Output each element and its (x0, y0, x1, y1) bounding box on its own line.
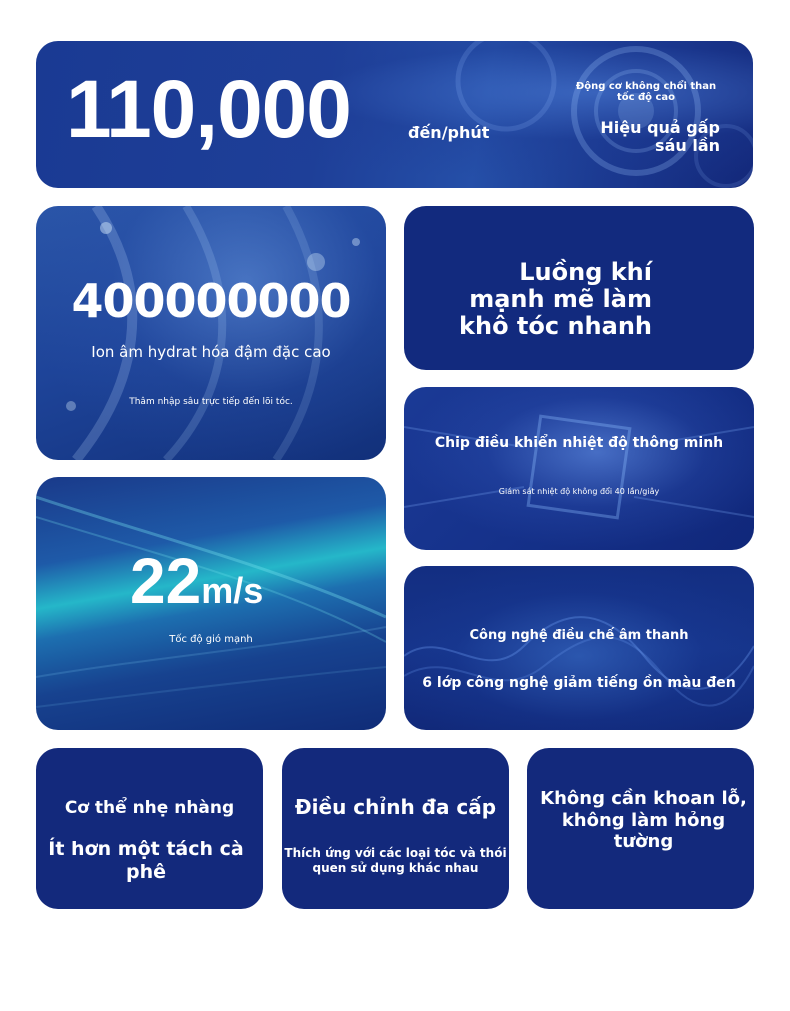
temperature-chip-card (404, 387, 754, 550)
motor-efficiency-label: Hiệu quả gấp sáu lần (600, 118, 720, 155)
motor-type-label: Động cơ không chổi than tốc độ cao (575, 81, 717, 103)
multi-level-subtitle: Thích ứng với các loại tóc và thói quen sử dụng khác nhau (284, 846, 507, 875)
chip-subtitle: Giám sát nhiệt độ không đổi 40 lần/giây (498, 487, 660, 496)
wind-speed-label: Tốc độ gió mạnh (169, 634, 253, 645)
wind-speed-unit: m/s (201, 570, 264, 611)
wind-speed-card (36, 477, 386, 730)
airflow-card (404, 206, 754, 370)
ion-count-label: Ion âm hydrat hóa đậm đặc cao (91, 343, 331, 361)
multi-level-card (282, 748, 509, 909)
sound-subtitle: 6 lớp công nghệ giảm tiếng ồn màu đen (422, 675, 736, 691)
motor-rpm-value: 110,000 (66, 64, 351, 155)
wind-speed-value: 22m/s (130, 545, 264, 617)
water-splash-graphic (36, 206, 386, 460)
airflow-text: Luồng khí mạnh mẽ làm khô tóc nhanh (459, 258, 652, 340)
no-drill-text: Không cần khoan lỗ, không làm hỏng tường (540, 788, 747, 853)
multi-level-title: Điều chỉnh đa cấp (294, 795, 497, 819)
lightweight-card (36, 748, 263, 909)
circuit-board-graphic (404, 387, 754, 550)
sound-wave-graphic (404, 566, 754, 730)
lightweight-subtitle: Ít hơn một tách cà phê (48, 838, 244, 883)
sound-modulation-card (404, 566, 754, 730)
sound-title: Công nghệ điều chế âm thanh (469, 628, 689, 643)
negative-ion-card (36, 206, 386, 460)
no-drill-card (527, 748, 754, 909)
motor-speed-card (36, 41, 753, 188)
lightweight-title: Cơ thể nhẹ nhàng (64, 798, 235, 818)
chip-title: Chip điều khiển nhiệt độ thông minh (434, 435, 724, 451)
ion-description: Thâm nhập sâu trực tiếp đến lõi tóc. (129, 397, 293, 407)
ion-count-value: 400000000 (71, 274, 351, 328)
motor-rpm-unit: đến/phút (408, 123, 490, 142)
